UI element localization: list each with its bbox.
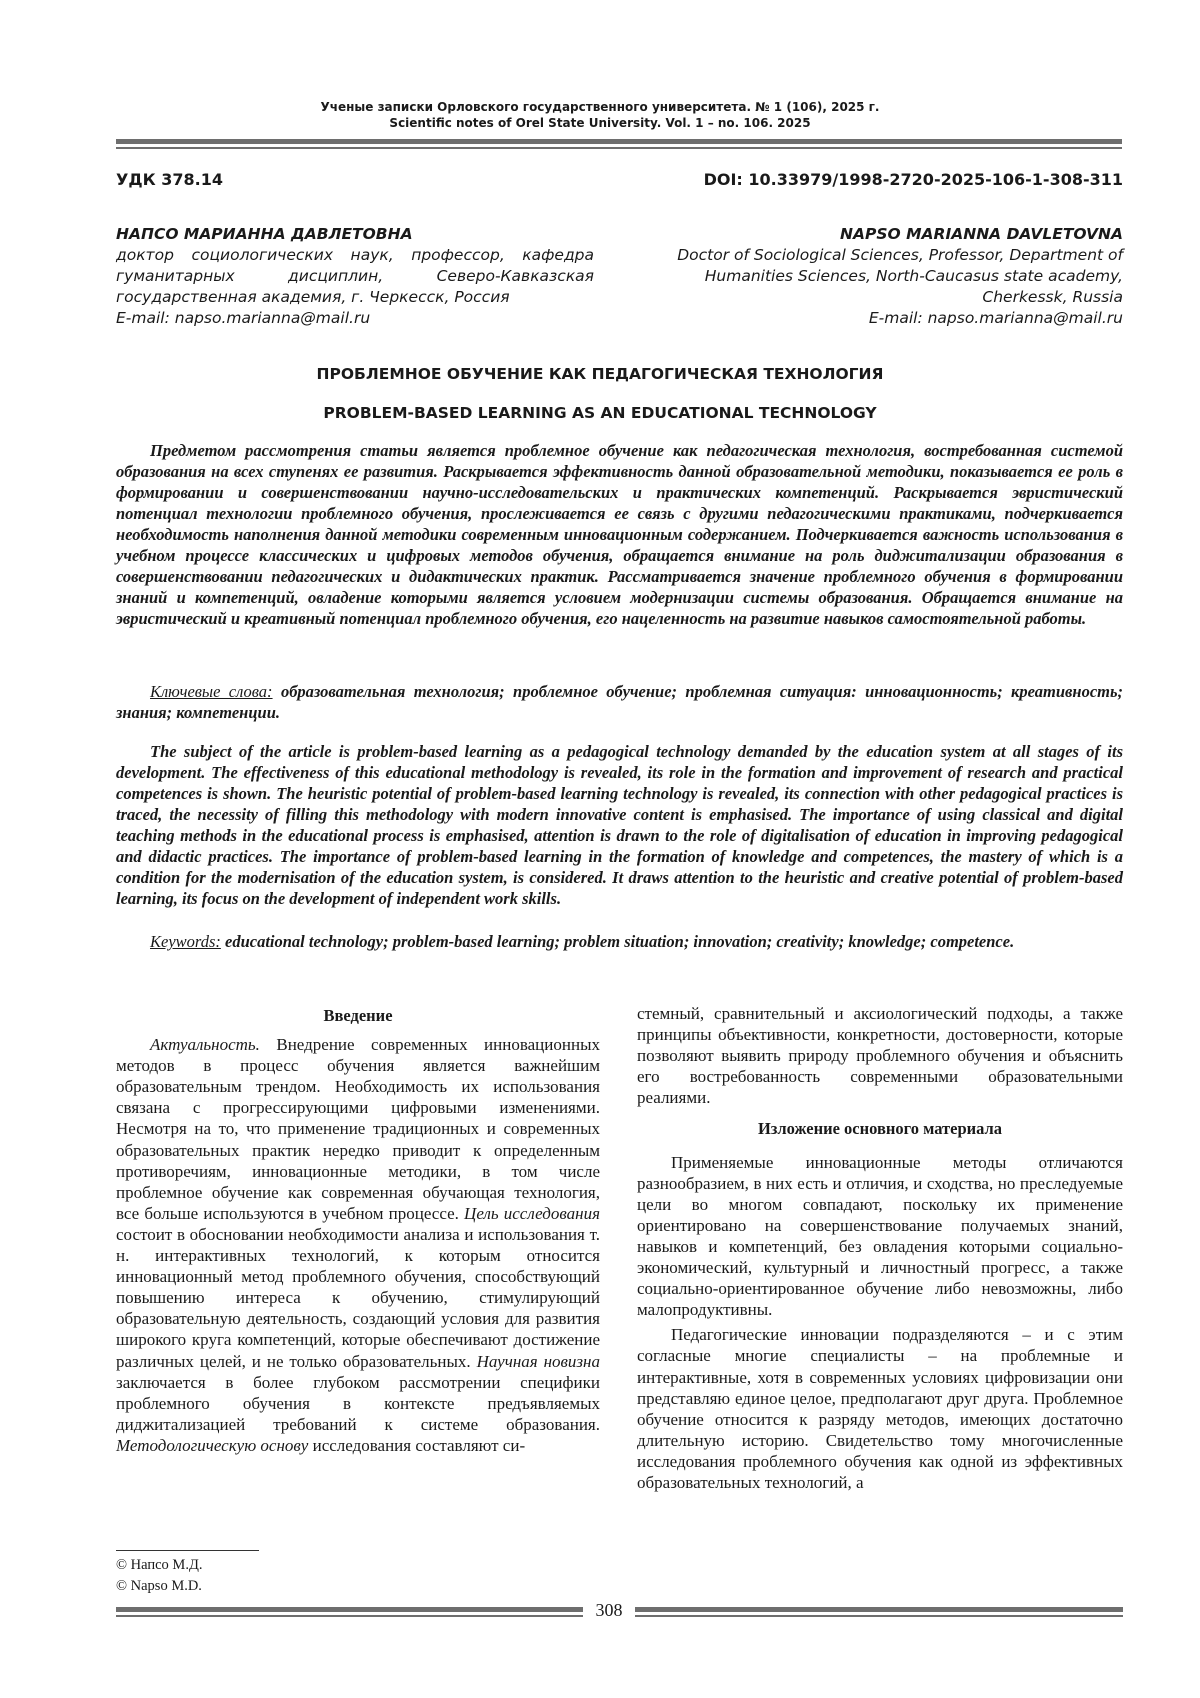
doi: DOI: 10.33979/1998-2720-2025-106-1-308-311 xyxy=(703,170,1123,189)
footnote-rule xyxy=(116,1550,259,1551)
main-paragraph-1: Применяемые инновационные методы отличаются разнообразием, в них есть и отличия, и сходства, но преследуемые цели во многом совпадают, поскольку их применение ориентировано на совершенствование получаемых знаний, навыков и компетенций, без овладения которыми социально-экономический, культурный и личностный прогресс, а также социально-ориентированное обучение либо невозможны, либо малопродуктивны. xyxy=(637,1152,1123,1320)
keywords-text-en: educational technology; problem-based learning; problem situation; innovation; creativity; knowledge; competence. xyxy=(225,932,1015,951)
keywords-text-ru: образовательная технология; проблемное обучение; проблемная ситуация: инновационность; креативность; знания; компетенции. xyxy=(116,682,1124,722)
right-paragraph-continued: стемный, сравнительный и аксиологический подходы, а также принципы объективности, конкретности, достоверности, которые позволяют выявить природу проблемного обучения и объяснить его востребованность современными образовательными реалиями. xyxy=(637,1004,1123,1108)
author-block-ru xyxy=(116,224,594,329)
main-paragraph-2: Педагогические инновации подразделяются – и с этим согласные многие специалисты – на проблемные и интерактивные, хотя в современных условиях цифровизации они представляю единое целое, предполагают друг друга. Проблемное обучение относится к разряду методов, имеющих достаточно длительную историю. Свидетельство тому многочисленные исследования проблемного обучения как одной из эффективных образовательных технологий, а xyxy=(637,1325,1123,1492)
author-email-en: E-mail: napso.marianna@mail.ru xyxy=(868,309,1123,327)
section-heading-main: Изложение основного материала xyxy=(757,1119,1003,1139)
intro-paragraph: Актуальность. Внедрение современных инновационных методов в процесс обучения является важнейшим образовательным трендом. Необходимость их использования связана с прогрессирующими цифровыми изменениями. Несмотря на то, что применение традиционных и современных образовательных практик нередко приводит к определенным противоречиям, инновационные методики, в том числе проблемное обучение как современная обучающая технология, все больше используются в учебном процессе. Цель исследования состоит в обосновании необходимости анализа и использования т. н. интерактивных технологий, к которым относится инновационный метод проблемного обучения, способствующий повышению интереса к обучению, стимулирующий образовательную деятельность, создающий условия для развития широкого круга компетенций, которые обеспечивают достижение различных целей, и не только образовательных. Научная новизна заключается в более глубоком рассмотрении специфики проблемного обучения в контексте предъявляемых диджитализацией требований к системе образования. Методологическую основу исследования составляют си- xyxy=(116,1035,600,1455)
footnote-copyright-ru: © Напсо М.Д. xyxy=(116,1557,203,1573)
abstract-ru: Предметом рассмотрения статьи является проблемное обучение как педагогическая технология, востребованная системой образования на всех ступенях ее развития. Раскрывается эффективность данной образовательной методики, показывается ее роль в формировании и совершенствовании научно-исследовательских и практических компетенций. Раскрывается эвристический потенциал технологии проблемного обучения, прослеживается ее связь с другими педагогическими практиками, подчеркивается необходимость наполнения данной методики современным инновационным содержанием. Подчеркивается важность использования в учебном процессе классических и цифровых методов обучения, обращается внимание на роль диджитализации образования в совершенствовании педагогических и дидактических практик. Рассматривается значение проблемного обучения в формировании знаний и компетенций, овладение которыми является условием модернизации системы образования. Обращается внимание на эвристический и креативный потенциал проблемного обучения, его нацеленность на развитие навыков самостоятельной работы. xyxy=(116,441,1123,628)
section-heading-intro: Введение xyxy=(323,1006,393,1025)
journal-title-ru: Ученые записки Орловского государственного университета. № 1 (106), 2025 г. xyxy=(320,100,880,114)
footer-rule-left xyxy=(116,1607,583,1618)
article-title-en: PROBLEM-BASED LEARNING AS AN EDUCATIONAL TECHNOLOGY xyxy=(323,404,877,422)
author-email-ru: E-mail: napso.marianna@mail.ru xyxy=(116,309,371,327)
journal-header xyxy=(0,99,1200,131)
keywords-label-en: Keywords: xyxy=(150,932,221,951)
right-column xyxy=(637,1003,1123,1493)
author-block-en xyxy=(636,224,1123,329)
term-methodology: Методологическую основу xyxy=(116,1435,309,1455)
keywords-label-ru: Ключевые слова: xyxy=(150,682,273,701)
author-affiliation-en: Doctor of Sociological Sciences, Professor, Department of Humanities Sciences, North-Caucasus state academy, Cherkessk, Russia xyxy=(677,246,1123,306)
keywords-en xyxy=(116,931,1123,952)
header-rule xyxy=(116,139,1122,151)
term-novelty: Научная новизна xyxy=(476,1351,600,1371)
journal-title-en: Scientific notes of Orel State University. Vol. 1 – no. 106. 2025 xyxy=(389,116,811,130)
author-affiliation-ru: доктор социологических наук, профессор, кафедра гуманитарных дисциплин, Северо-Кавказская государственная академия, г. Черкесск, Россия xyxy=(116,246,594,306)
author-name-en: NAPSO MARIANNA DAVLETOVNA xyxy=(840,225,1123,243)
left-column xyxy=(116,1005,600,1456)
article-title-ru: ПРОБЛЕМНОЕ ОБУЧЕНИЕ КАК ПЕДАГОГИЧЕСКАЯ ТЕХНОЛОГИЯ xyxy=(316,365,884,383)
page-number: 308 xyxy=(595,1600,623,1620)
footnote-copyright-en: © Napso M.D. xyxy=(116,1578,202,1594)
author-name-ru: НАПСО МАРИАННА ДАВЛЕТОВНА xyxy=(116,225,413,243)
term-relevance: Актуальность. xyxy=(150,1035,260,1055)
keywords-ru xyxy=(116,681,1123,723)
udk-code: УДК 378.14 xyxy=(116,170,223,189)
abstract-en: The subject of the article is problem-based learning as a pedagogical technology demanded by the education system at all stages of its development. The effectiveness of this educational methodology is revealed, its role in the formation and improvement of research and practical competences is shown. The heuristic potential of problem-based learning technology is revealed, its connection with other pedagogical practices is traced, the necessity of filling this methodology with modern innovative content is emphasised. The importance of using classical and digital teaching methods in the educational process is emphasised, attention is drawn to the role of digitalisation of education in improving pedagogical and didactic practices. The importance of problem-based learning in the formation of knowledge and competences, the mastery of which is a condition for the modernisation of the education system, is considered. It draws attention to the heuristic and creative potential of problem-based learning, its focus on the development of independent work skills. xyxy=(116,742,1123,908)
term-goal: Цель исследования xyxy=(464,1203,600,1223)
footer-rule-right xyxy=(635,1607,1123,1618)
